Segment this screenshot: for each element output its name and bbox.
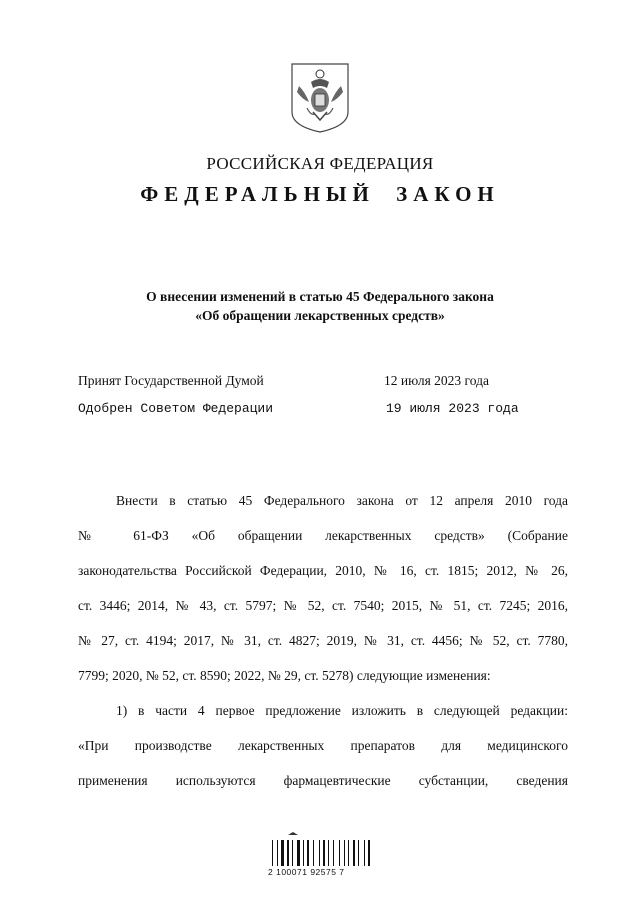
barcode-bar	[368, 840, 370, 866]
barcode-bar	[307, 840, 309, 866]
body-line: Внести в статью 45 Федерального закона от 12 апреля 2010 года	[116, 493, 568, 508]
country-name: РОССИЙСКАЯ ФЕДЕРАЦИЯ	[206, 154, 434, 173]
state-emblem	[289, 62, 351, 134]
body-line: № 27, ст. 4194; 2017, № 31, ст. 4827; 2019, № 31, ст. 4456; № 52, ст. 7780,	[78, 633, 568, 648]
council-approval-date: 19 июля 2023 года	[386, 401, 519, 416]
law-title-line-1: О внесении изменений в статью 45 Федерального закона	[146, 289, 494, 304]
barcode-bar	[277, 840, 278, 866]
barcode-bar	[319, 840, 320, 866]
barcode-bar	[287, 840, 289, 866]
body-line: ст. 3446; 2014, № 43, ст. 5797; № 52, ст. 7540; 2015, № 51, ст. 7245; 2016,	[78, 598, 568, 613]
barcode-graphic	[268, 832, 376, 888]
duma-adoption-date: 12 июля 2023 года	[384, 373, 489, 388]
barcode-bar	[313, 840, 314, 866]
barcode-bar	[353, 840, 355, 866]
barcode	[268, 832, 376, 888]
barcode-bar	[328, 840, 329, 866]
barcode-bar	[364, 840, 365, 866]
barcode-bar	[303, 840, 304, 866]
law-title-line-2: «Об обращении лекарственных средств»	[195, 308, 445, 323]
barcode-bar	[272, 840, 273, 866]
council-approval-label: Одобрен Советом Федерации	[78, 401, 274, 416]
barcode-bar	[344, 840, 345, 866]
law-title	[0, 287, 640, 325]
barcode-bar	[358, 840, 359, 866]
barcode-number: 2 100071 92575 7	[268, 867, 345, 877]
body-line: применения используются фармацевтические субстанции, сведения	[78, 773, 568, 788]
barcode-bar	[339, 840, 340, 866]
body-line: 1) в части 4 первое предложение изложить в следующей редакции:	[116, 703, 568, 718]
barcode-bar	[323, 840, 325, 866]
law-type: ФЕДЕРАЛЬНЫЙ ЗАКОН	[140, 182, 500, 206]
barcode-bar	[348, 840, 349, 866]
body-line: 7799; 2020, № 52, ст. 8590; 2022, № 29, ст. 5278) следующие изменения:	[78, 668, 491, 683]
barcode-bar	[333, 840, 334, 866]
barcode-bar	[292, 840, 293, 866]
barcode-bar	[281, 840, 284, 866]
body-line: № 61-ФЗ «Об обращении лекарственных средств» (Собрание	[78, 528, 568, 543]
body-line: законодательства Российской Федерации, 2010, № 16, ст. 1815; 2012, № 26,	[78, 563, 568, 578]
body-line: «При производстве лекарственных препаратов для медицинского	[78, 738, 568, 753]
duma-adoption-label: Принят Государственной Думой	[78, 373, 264, 388]
barcode-bar	[297, 840, 300, 866]
